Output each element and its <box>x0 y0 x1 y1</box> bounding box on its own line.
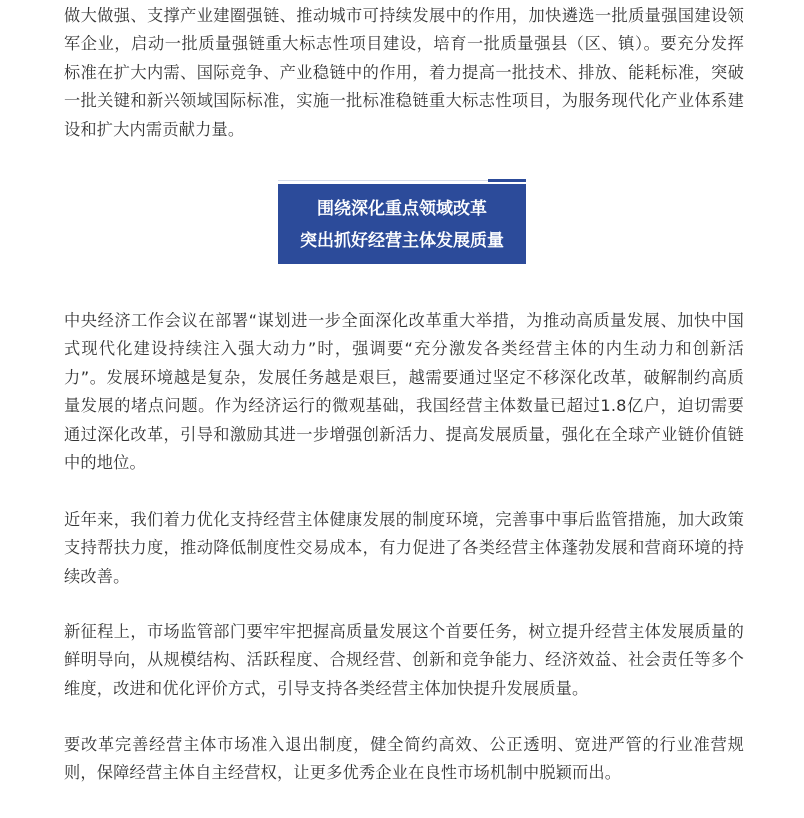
paragraph-3: 新征程上，市场监管部门要牢牢把握高质量发展这个首要任务，树立提升经营主体发展质量的鲜明导向，从规模结构、活跃程度、合规经营、创新和竞争能力、经济效益、社会责任等多个维度，改进和优化评价方式，引导支持各类经营主体加快提升发展质量。 <box>64 622 744 698</box>
paragraph-top: 做大做强、支撑产业建圈强链、推动城市可持续发展中的作用，加快遴选一批质量强国建设领军企业，启动一批质量强链重大标志性项目建设，培育一批质量强县（区、镇）。要充分发挥标准在扩大内需、国际竞争、产业稳链中的作用，着力提高一批技术、排放、能耗标准，突破一批关键和新兴领域国际标准，实施一批标准稳链重大标志性项目，为服务现代化产业体系建设和扩大内需贡献力量。 <box>64 6 744 139</box>
section-heading <box>278 184 526 264</box>
paragraph-4: 要改革完善经营主体市场准入退出制度，健全简约高效、公正透明、宽进严管的行业准营规则，保障经营主体自主经营权，让更多优秀企业在良性市场机制中脱颖而出。 <box>64 735 744 783</box>
section-heading-line-1: 围绕深化重点领域改革 <box>317 199 487 219</box>
paragraph-2: 近年来，我们着力优化支持经营主体健康发展的制度环境，完善事中事后监管措施，加大政策支持帮扶力度，推动降低制度性交易成本，有力促进了各类经营主体蓬勃发展和营商环境的持续改善。 <box>64 510 744 586</box>
heading-accent-bar <box>488 179 526 182</box>
section-heading-line-2: 突出抓好经营主体发展质量 <box>300 231 504 251</box>
paragraph-1: 中央经济工作会议在部署“谋划进一步全面深化改革重大举措，为推动高质量发展、加快中国式现代化建设持续注入强大动力”时，强调要“充分激发各类经营主体的内生动力和创新活力”。发展环境越是复杂，发展任务越是艰巨，越需要通过坚定不移深化改革，破解制约高质量发展的堵点问题。作为经济运行的微观基础，我国经营主体数量已超过1.8亿户，迫切需要通过深化改革，引导和激励其进一步增强创新活力、提高发展质量，强化在全球产业链价值链中的地位。 <box>64 311 744 473</box>
heading-divider <box>278 180 488 181</box>
